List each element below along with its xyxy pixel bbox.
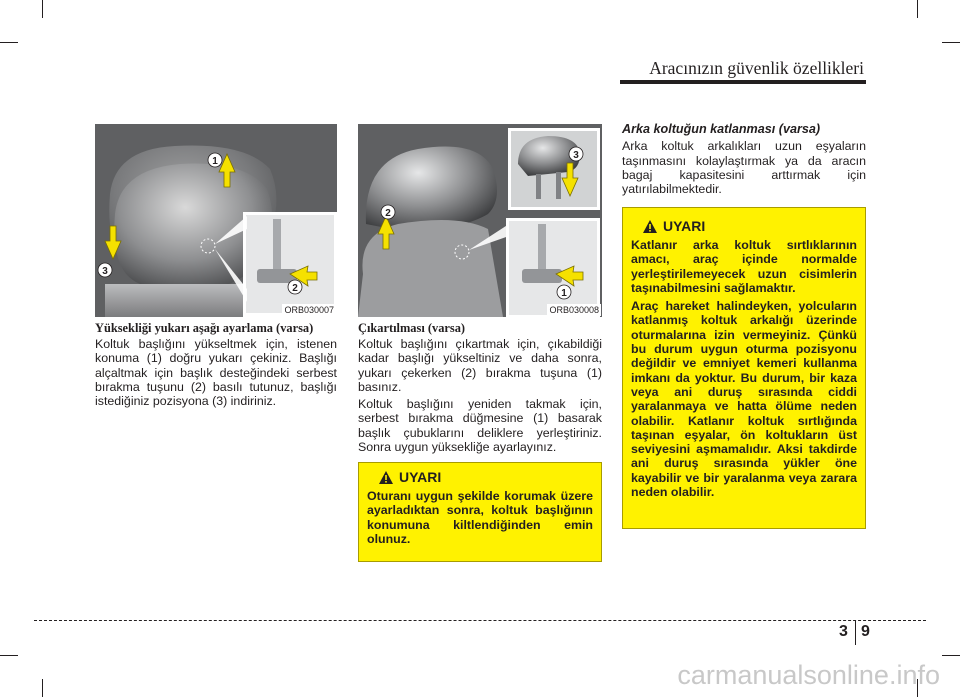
section-heading: Çıkartılması (varsa): [358, 321, 466, 335]
section-heading: Yüksekliği yukarı aşağı ayarlama (varsa): [95, 321, 314, 335]
callout-3: 3: [102, 266, 108, 277]
warning-paragraph: Katlanır arka koltuk sırtlıklarının amacı, araç içinde normalde yerleştirilemeyecek uzun cisimlerin taşınabilmesini sağlamaktır.: [631, 238, 857, 295]
callout-2: 2: [385, 208, 391, 219]
warning-text: Oturanı uygun şekilde korumak üzere ayarladıktan sonra, koltuk başlığının konumuna kiltlendiğinden emin olunuz.: [367, 489, 593, 546]
watermark: carmanualsonline.info: [677, 660, 940, 690]
warning-box: [622, 207, 866, 529]
footer-rule: [34, 620, 926, 621]
body-paragraph: Koltuk başlığını çıkartmak için, çıkabildiği kadar başlığı yükseltiniz ve daha sonra, yukarı çekerken (2) bırakma tuşuna (1) basınız.: [358, 337, 602, 394]
callout-2: 2: [292, 283, 298, 294]
page-number-separator: [855, 621, 856, 645]
crop-mark: [917, 0, 918, 18]
callout-1: 1: [561, 288, 567, 299]
headrest-removal-illustration: [358, 124, 602, 317]
figure-headrest-height: [95, 124, 337, 317]
header-rule: [620, 80, 866, 84]
crop-mark: [942, 42, 960, 43]
callout-1: 1: [212, 156, 218, 167]
section-heading: Arka koltuğun katlanması (varsa): [622, 122, 821, 136]
crop-mark: [942, 655, 960, 656]
section-title: Aracınızın güvenlik özellikleri: [649, 58, 864, 78]
warning-title: UYARI: [663, 218, 706, 234]
crop-mark: [42, 679, 43, 697]
page-number: 9: [861, 623, 870, 640]
warning-triangle-icon: [643, 220, 657, 233]
chapter-number: 3: [839, 623, 848, 640]
body-paragraph: Koltuk başlığını yükseltmek için, istenen konuma (1) doğru yukarı çekiniz. Başlığı alçaltmak için başlık desteğindeki serbest bırakma tuşunu (2) basılı tutunuz, başlığı istediğiniz pozisyona (3) indiriniz.: [95, 337, 337, 409]
warning-title: UYARI: [399, 469, 442, 485]
crop-mark: [0, 655, 18, 656]
warning-triangle-icon: [379, 471, 393, 484]
warning-box: [358, 462, 602, 562]
removal-section: [358, 321, 602, 457]
body-paragraph: Arka koltuk arkalıkları uzun eşyaların taşınmasını kolaylaştırmak ya da aracın bagaj kapasitesini arttırmak için yatırılabilmektedir.: [622, 139, 866, 197]
body-paragraph: Koltuk başlığını yeniden takmak için, serbest bırakma düğmesine (1) basarak başlık çubuklarını deliklere yerleştiriniz. Sonra uygun yüksekliğe ayarlayınız.: [358, 397, 602, 455]
figure-headrest-removal: [358, 124, 602, 317]
figure-code: ORB030008: [549, 305, 599, 315]
callout-3: 3: [573, 150, 579, 161]
warning-header: [367, 469, 593, 485]
height-adjust-section: [95, 321, 337, 411]
crop-mark: [0, 42, 18, 43]
rear-seat-folding-section: [622, 122, 866, 199]
figure-code: ORB030007: [284, 305, 334, 315]
headrest-height-illustration: [95, 124, 337, 317]
warning-header: [631, 218, 857, 234]
crop-mark: [42, 0, 43, 18]
warning-paragraph: Araç hareket halindeyken, yolcuların katlanmış koltuk arkalığı üzerinde oturmalarına izin vermeyiniz. Çünkü bu durum uygun oturma pozisyonu değildir ve emniyet kemeri kullanma imkanı da yoktur. Bu durum, bir kaza veya ani duruş sırasında ciddi yaralanmaya ve hatta ölüme neden olabilir. Katlanır koltuk sırtlığında taşınan eşyalar, ön koltukların üst seviyesini aşmamalıdır. Aksi takdirde ani duruş sırasında yükler öne kayabilir ve bir yaralanma veya zarara neden olabilir.: [631, 299, 857, 500]
